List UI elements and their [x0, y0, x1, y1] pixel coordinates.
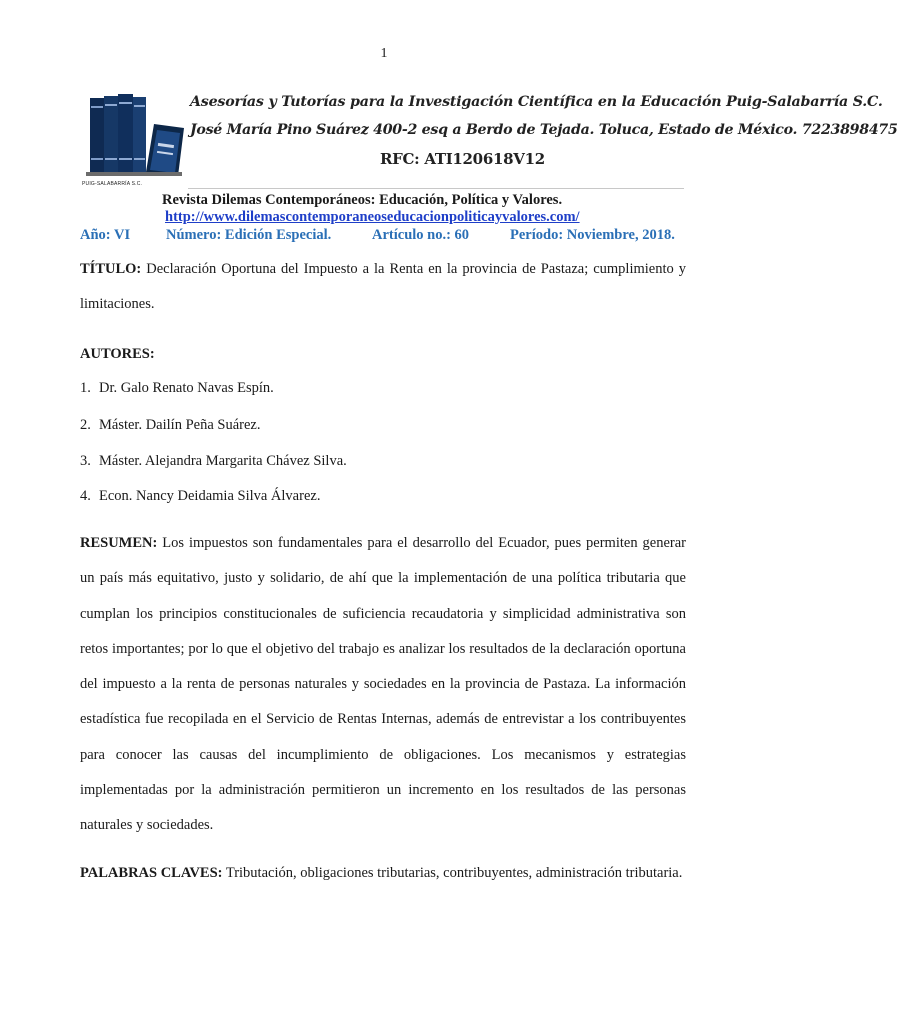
letterhead [80, 88, 898, 190]
title-label: TÍTULO: [80, 261, 142, 277]
author-number: 3. [80, 453, 91, 469]
keywords-label: PALABRAS CLAVES: [80, 865, 223, 881]
author-name: Econ. Nancy Deidamia Silva Álvarez. [99, 488, 321, 504]
title-section [80, 252, 686, 323]
keywords-section [80, 856, 686, 891]
author-item [80, 453, 347, 470]
journal-title: Revista Dilemas Contemporáneos: Educación, Política y Valores. [162, 192, 563, 208]
article-number: Artículo no.: 60 [372, 227, 470, 243]
page-number: 1 [380, 46, 388, 61]
author-item [80, 488, 320, 505]
letterhead-divider [188, 188, 684, 189]
letterhead-line-2: José María Pino Suárez 400-2 esq a Berdo de Tejada. Toluca, Estado de México. 7223898475 [190, 122, 898, 138]
author-number: 1. [80, 380, 91, 396]
author-number: 4. [80, 488, 91, 504]
books-caption: PUIG-SALABARRÍA S.C. [82, 181, 143, 187]
author-name: Dr. Galo Renato Navas Espín. [99, 380, 274, 396]
abstract-section [80, 526, 686, 844]
author-number: 2. [80, 417, 91, 433]
books-logo-icon [80, 88, 188, 190]
author-item [80, 380, 274, 397]
letterhead-line-1: Asesorías y Tutorías para la Investigación Científica en la Educación Puig-Salabarría S.C. [190, 94, 883, 110]
issue-number: Número: Edición Especial. [166, 227, 332, 243]
issue-period: Período: Noviembre, 2018. [510, 227, 675, 243]
title-text: Declaración Oportuna del Impuesto a la Renta en la provincia de Pastaza; cumplimiento y limitaciones. [80, 261, 686, 313]
abstract-label: RESUMEN: [80, 535, 158, 551]
author-item [80, 417, 260, 434]
abstract-text: Los impuestos son fundamentales para el desarrollo del Ecuador, pues permiten generar un país más equitativo, justo y solidario, de ahí que la implementación de una política tributaria que cumplan los principios constitucionales de suficiencia recaudatoria y simplicidad administrativa son retos importantes; por lo que el objetivo del trabajo es analizar los resultados de la declaración oportuna del impuesto a la renta de personas naturales y sociedades en la provincia de Pastaza. La información estadística fue recopilada en el Servicio de Rentas Internas, además de entrevistar a los contribuyentes para conocer las causas del incumplimiento de obligaciones. Los mecanismos y estrategias implementadas por la administración permitieron un incremento en los resultados de las personas naturales y sociedades. [80, 535, 686, 834]
author-name: Máster. Dailín Peña Suárez. [99, 417, 261, 433]
journal-url-link[interactable]: http://www.dilemascontemporaneoseducacionpoliticayvalores.com/ [165, 209, 580, 225]
keywords-text: Tributación, obligaciones tributarias, contribuyentes, administración tributaria. [222, 865, 683, 881]
issue-year: Año: VI [80, 227, 131, 243]
author-name: Máster. Alejandra Margarita Chávez Silva. [99, 453, 347, 469]
letterhead-rfc: RFC: ATI120618V12 [380, 150, 545, 168]
issue-meta [80, 227, 684, 245]
authors-heading: AUTORES: [80, 346, 155, 362]
